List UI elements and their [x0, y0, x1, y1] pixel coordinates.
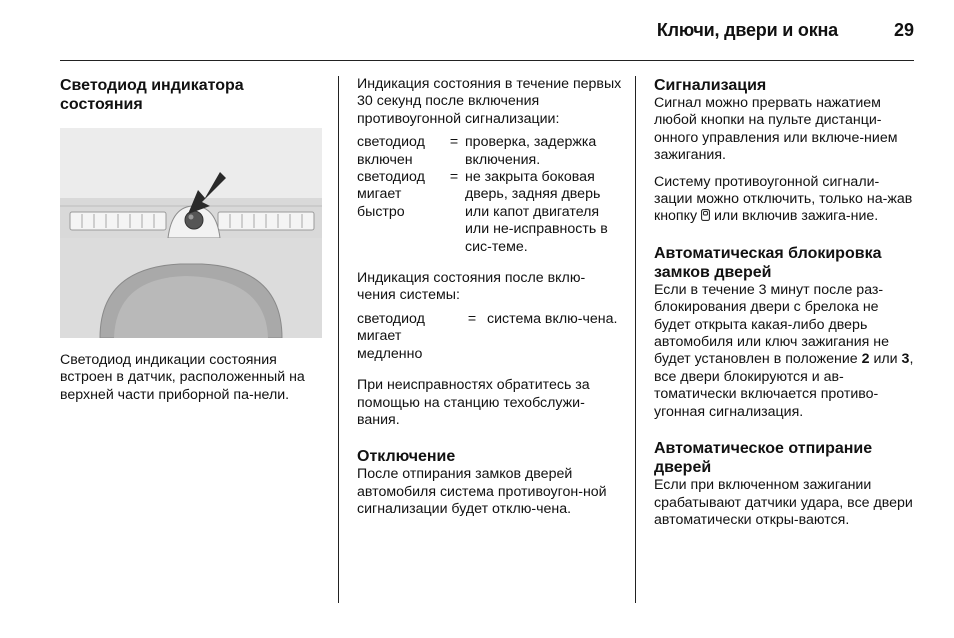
list-term: светодиод включен: [357, 134, 425, 168]
section-heading-auto-unlock: Автоматическое отпирание дверей: [654, 440, 873, 477]
status-list-2: [357, 311, 622, 363]
auto-lock-text: [654, 282, 916, 421]
status-list-1: [357, 134, 622, 256]
list-term: светодиод мигает медленно: [357, 310, 425, 362]
key-fob-button-icon: [701, 209, 710, 221]
fault-note: При неисправностях обратитесь за помощью на станцию техобслужи-вания.: [357, 377, 590, 428]
list-separator: =: [467, 310, 477, 327]
list-desc: проверка, задержка включения.: [465, 134, 597, 168]
section-heading-disable: Отключение: [357, 448, 456, 466]
header-rule: [60, 60, 914, 61]
section-heading-alarm: Сигнализация: [654, 77, 767, 94]
auto-lock-text-start: Если в течение 3 минут после раз-блокирования двери с брелока не будет открыта какая-либо дверь автомобиля или ключ зажигания не будет установлен в положение: [654, 281, 889, 368]
column-2: [357, 76, 622, 519]
ignition-position-3: 3: [901, 351, 910, 368]
list-separator: =: [449, 134, 459, 151]
column-1: [60, 76, 322, 404]
list-desc: не закрыта боковая дверь, задняя дверь или капот двигателя или не-исправность в сис-теме.: [465, 169, 608, 255]
auto-lock-text-end: , все двери блокируются и ав-томатически включается противо-угонная сигнализация.: [654, 351, 914, 420]
status-led-caption: Светодиод индикации состояния встроен в датчик, расположенный на верхней части приборной па-нели.: [60, 352, 305, 403]
alarm-p2-start: Систему противоугонной сигнали-зации можно отключить, только на-жав кнопку: [654, 173, 913, 225]
dashboard-illustration: [60, 128, 322, 338]
list-separator: =: [449, 169, 459, 186]
section-heading-status-led: Светодиод индикатора состояния: [60, 77, 244, 113]
column-divider-1: [338, 76, 339, 603]
ignition-position-2: 2: [861, 351, 870, 368]
status-intro-after: Индикация состояния после вклю-чения системы:: [357, 270, 586, 304]
auto-lock-or: или: [873, 351, 898, 368]
alarm-p2-end: или включив зажига-ние.: [713, 208, 879, 225]
column-divider-2: [635, 76, 636, 603]
disable-text: После отпирания замков дверей автомобиля система противоугон-ной сигнализации будет отклю-чена.: [357, 466, 607, 518]
list-desc: система вклю-чена.: [487, 310, 618, 327]
auto-unlock-text: Если при включенном зажигании срабатывают датчики удара, все двери автоматически откры-ваются.: [654, 477, 913, 528]
alarm-paragraph-1: Сигнал можно прервать нажатием любой кнопки на пульте дистанци-онного управления или включе-нием зажигания.: [654, 95, 898, 164]
section-heading-auto-lock: Автоматическая блокировка замков дверей: [654, 244, 882, 281]
page-number: 29: [893, 20, 914, 40]
column-3: [654, 76, 916, 529]
list-term: светодиод мигает быстро: [357, 169, 425, 220]
alarm-paragraph-2: [654, 174, 916, 226]
status-led-figure: [60, 128, 322, 338]
status-intro-30s: Индикация состояния в течение первых 30 секунд после включения противоугонной сигнализации:: [357, 76, 622, 127]
page-header-title: Ключи, двери и окна: [656, 20, 838, 40]
